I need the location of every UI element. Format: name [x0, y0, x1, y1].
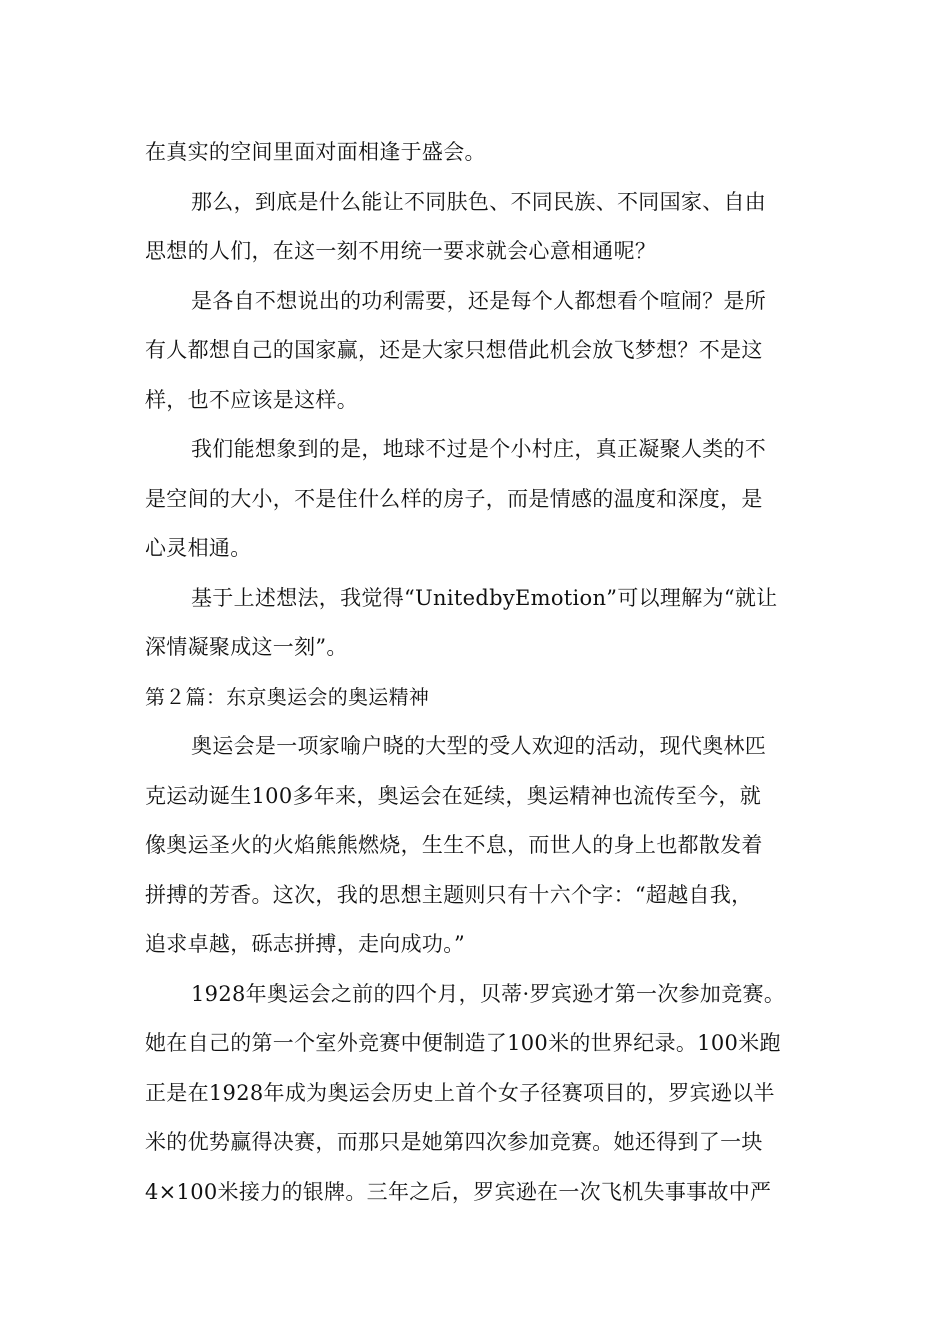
text-line: 深情凝聚成这一刻”。 — [145, 635, 348, 659]
text-line: 心灵相通。 — [145, 536, 252, 560]
text-line: 像奥运圣火的火焰熊熊燃烧，生生不息，而世人的身上也都散发着 — [145, 833, 763, 857]
paragraph-first-line: 基于上述想法，我觉得“UnitedbyEmotion”可以理解为“就让 — [191, 585, 778, 610]
document-body — [145, 128, 815, 1217]
text-line: 在真实的空间里面对面相逢于盛会。 — [145, 140, 486, 164]
paragraph-first-line: 我们能想象到的是，地球不过是个小村庄，真正凝聚人类的不 — [191, 437, 767, 461]
text-line: 她在自己的第一个室外竞赛中便制造了100米的世界纪录。100米跑 — [145, 1031, 781, 1055]
section-heading: 第２篇：东京奥运会的奥运精神 — [145, 684, 430, 709]
text-line: 拼搏的芳香。这次，我的思想主题则只有十六个字：“超越自我， — [145, 882, 753, 907]
paragraph-first-line: 那么，到底是什么能让不同肤色、不同民族、不同国家、自由 — [191, 189, 767, 214]
text-line: 追求卓越，砾志拼搏，走向成功。” — [145, 932, 466, 956]
text-line: 4×100米接力的银牌。三年之后，罗宾逊在一次飞机失事事故中严 — [145, 1179, 772, 1204]
text-line: 思想的人们，在这一刻不用统一要求就会心意相通呢？ — [145, 239, 657, 263]
text-line: 克运动诞生100多年来，奥运会在延续，奥运精神也流传至今，就 — [145, 783, 762, 808]
text-line: 有人都想自己的国家赢，还是大家只想借此机会放飞梦想？不是这 — [145, 338, 763, 362]
text-line: 是空间的大小，不是住什么样的房子，而是情感的温度和深度，是 — [145, 486, 763, 511]
text-line: 米的优势赢得决赛，而那只是她第四次参加竞赛。她还得到了一块 — [145, 1130, 763, 1154]
paragraph-first-line: 奥运会是一项家喻户晓的大型的受人欢迎的活动，现代奥林匹 — [191, 734, 767, 758]
text-line: 样，也不应该是这样。 — [145, 387, 358, 412]
paragraph-first-line: 1928年奥运会之前的四个月，贝蒂·罗宾逊才第一次参加竞赛。 — [191, 981, 786, 1006]
paragraph-first-line: 是各自不想说出的功利需要，还是每个人都想看个喧闹？是所 — [191, 288, 767, 313]
text-line: 正是在1928年成为奥运会历史上首个女子径赛项目的，罗宾逊以半 — [145, 1080, 775, 1105]
